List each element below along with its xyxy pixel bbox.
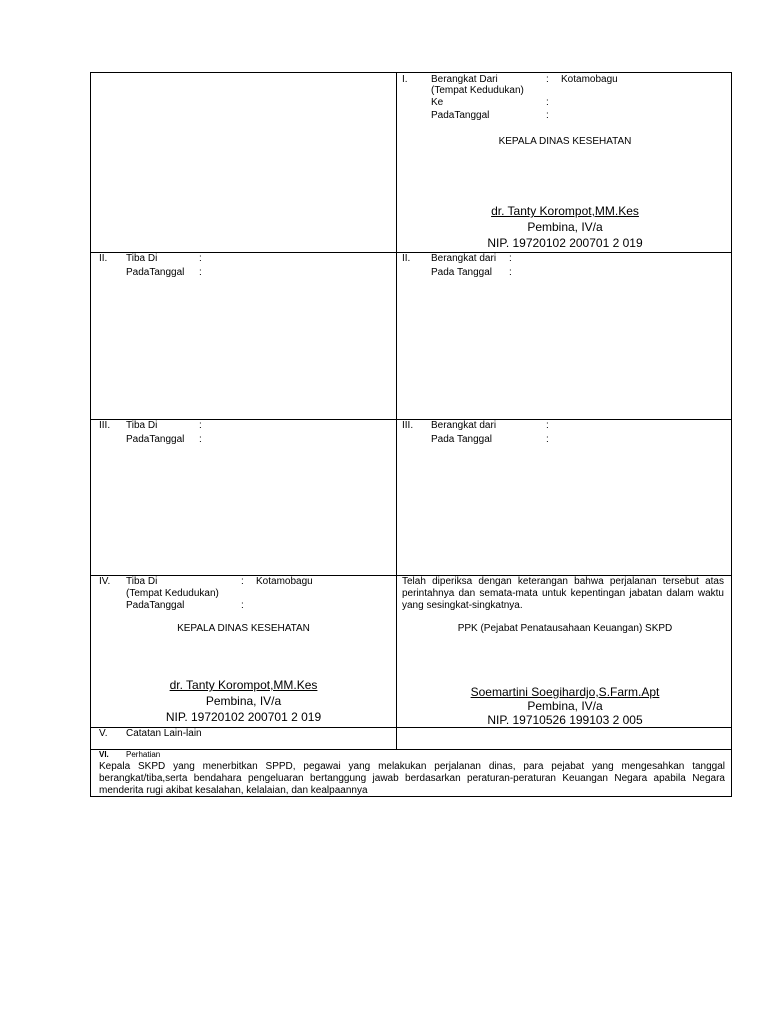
- colon: :: [509, 267, 512, 278]
- signer-nip: NIP. 19720102 200701 2 019: [165, 710, 322, 724]
- ppk-name: Soemartini Soegihardjo,S.Farm.Apt: [470, 685, 660, 699]
- colon: :: [199, 434, 202, 445]
- colon: :: [546, 420, 549, 431]
- column-divider: [396, 73, 397, 749]
- section-number: III.: [402, 420, 414, 431]
- section-number: IV.: [99, 576, 111, 587]
- catatan-label: Catatan Lain-lain: [126, 728, 202, 739]
- row-divider: [91, 749, 731, 750]
- section-number: V.: [99, 728, 108, 739]
- signer-rank: Pembina, IV/a: [205, 694, 282, 708]
- signer-name: dr. Tanty Korompot,MM.Kes: [491, 204, 639, 218]
- row-divider: [91, 252, 731, 253]
- pada-tanggal-label: PadaTanggal: [126, 600, 185, 611]
- pada-tanggal-label: Pada Tanggal: [431, 267, 492, 278]
- signer-rank: Pembina, IV/a: [527, 220, 603, 234]
- section-number: VI.: [99, 750, 109, 759]
- colon: :: [199, 253, 202, 264]
- colon: :: [199, 420, 202, 431]
- colon: :: [509, 253, 512, 264]
- ke-label: Ke: [431, 97, 444, 108]
- perhatian-heading: Perhatian: [126, 750, 161, 759]
- ppk-title: PPK (Pejabat Penatausahaan Keuangan) SKPD: [457, 623, 673, 634]
- signer-name: dr. Tanty Korompot,MM.Kes: [169, 678, 318, 692]
- section-number: III.: [99, 420, 111, 431]
- section-number: II.: [99, 253, 108, 264]
- tempat-kedudukan-label: (Tempat Kedudukan): [431, 85, 524, 96]
- signer-title: KEPALA DINAS KESEHATAN: [177, 623, 310, 634]
- signer-title: KEPALA DINAS KESEHATAN: [498, 136, 632, 147]
- ppk-rank: Pembina, IV/a: [527, 699, 603, 713]
- berangkat-dari-label: Berangkat dari: [431, 420, 497, 431]
- tiba-di-label: Tiba Di: [126, 576, 158, 587]
- tiba-di-label: Tiba Di: [126, 420, 158, 431]
- perhatian-text: Kepala SKPD yang menerbitkan SPPD, pegawai yang melakukan perjalanan dinas, para pejabat yang mengesahkan tanggal berangkat/tiba,serta bendahara pengeluaran bertanggung jawab berdasarkan peraturan-peraturan Keuangan Negara apabila Negara menderita rugi akibat kesalahan, kelalaian, dan kealpaannya: [99, 761, 725, 796]
- section-number: I.: [402, 74, 408, 85]
- tiba-di-label: Tiba Di: [126, 253, 158, 264]
- signer-nip: NIP. 19720102 200701 2 019: [487, 236, 643, 250]
- section-number: II.: [402, 253, 411, 264]
- colon: :: [199, 267, 202, 278]
- tiba-di-value: Kotamobagu: [256, 576, 313, 587]
- pada-tanggal-label: PadaTanggal: [431, 110, 490, 121]
- sppd-back-form: [90, 72, 732, 797]
- ppk-nip: NIP. 19710526 199103 2 005: [487, 713, 643, 727]
- berangkat-dari-value: Kotamobagu: [561, 74, 618, 85]
- colon: :: [546, 110, 549, 121]
- tempat-kedudukan-label: (Tempat Kedudukan): [126, 588, 219, 599]
- pada-tanggal-label: Pada Tanggal: [431, 434, 492, 445]
- pada-tanggal-label: PadaTanggal: [126, 267, 185, 278]
- colon: :: [241, 600, 244, 611]
- colon: :: [546, 74, 549, 85]
- colon: :: [241, 576, 244, 587]
- berangkat-dari-label: Berangkat Dari: [431, 74, 498, 85]
- colon: :: [546, 434, 549, 445]
- colon: :: [546, 97, 549, 108]
- ppk-statement: Telah diperiksa dengan keterangan bahwa perjalanan tersebut atas perintahnya dan semata-mata untuk kepentingan jabatan dalam waktu yang sesingkat-singkatnya.: [402, 576, 724, 611]
- berangkat-dari-label: Berangkat dari: [431, 253, 497, 264]
- pada-tanggal-label: PadaTanggal: [126, 434, 185, 445]
